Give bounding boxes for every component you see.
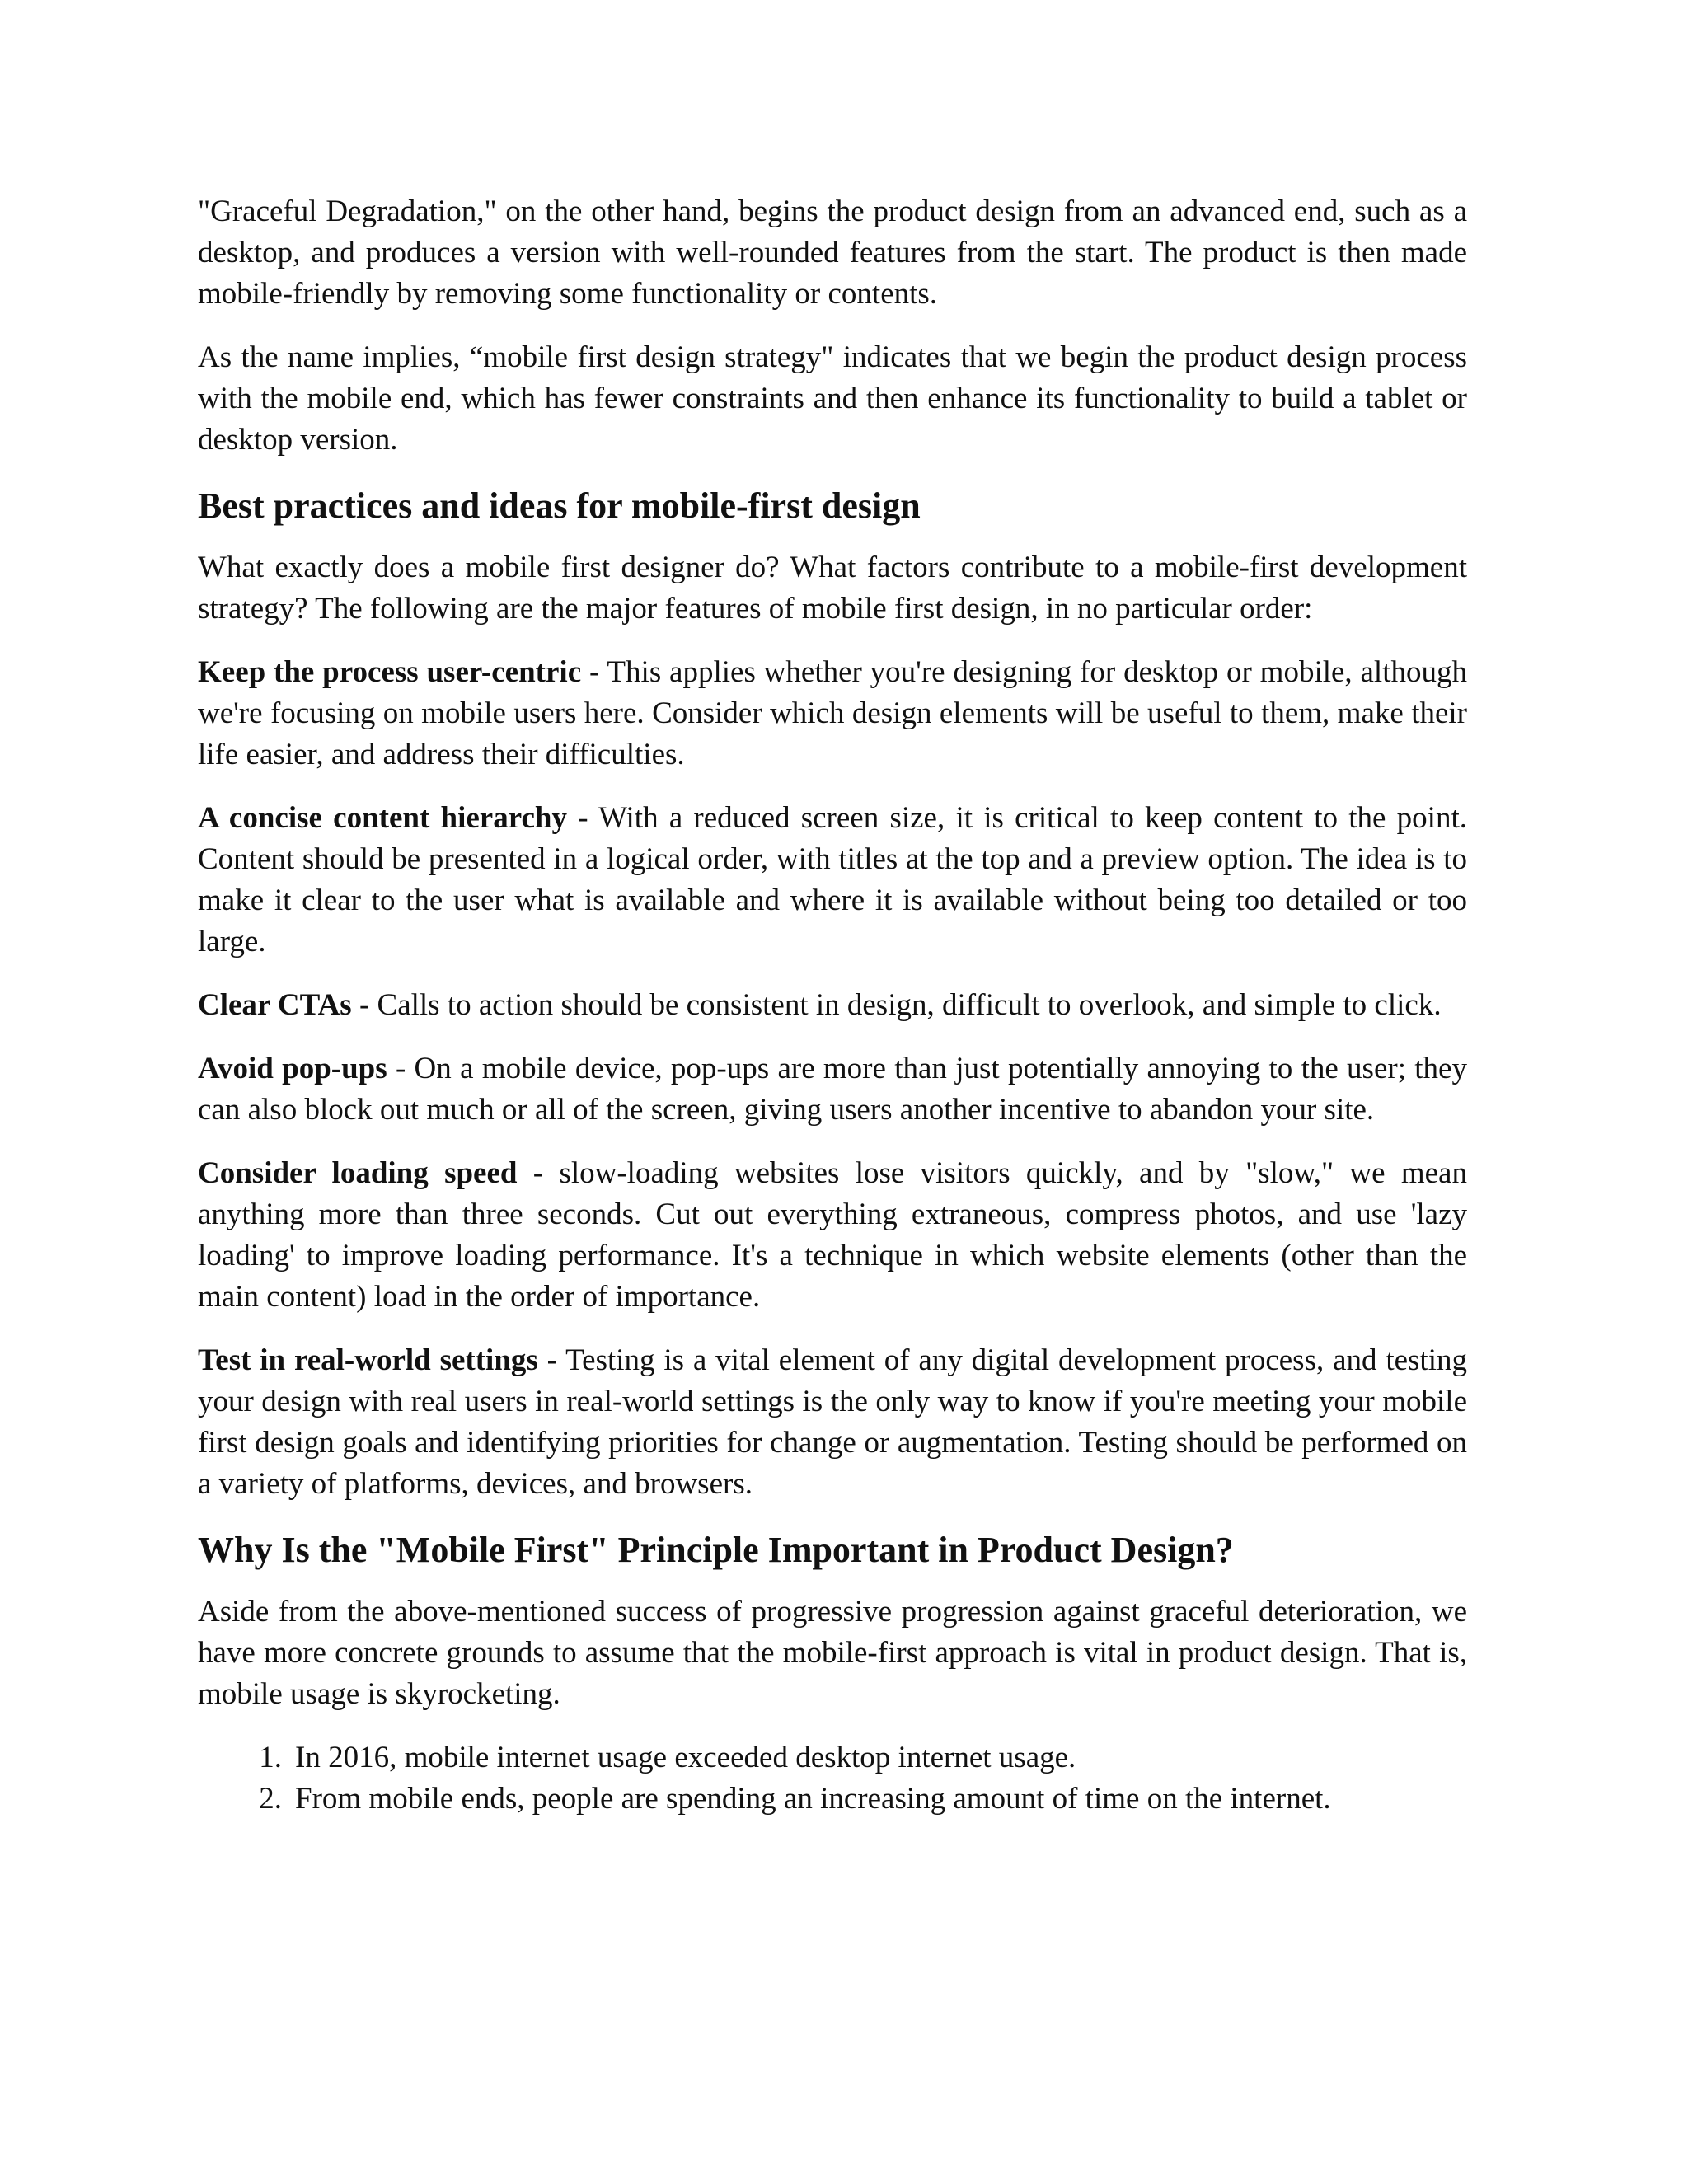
mobile-usage-list bbox=[198, 1737, 1467, 1820]
paragraph-why-mobile-first-intro: Aside from the above-mentioned success of progressive progression against graceful deterioration, we have more concrete grounds to assume that the mobile-first approach is vital in product design. That is, mobile usage is skyrocketing. bbox=[198, 1595, 1467, 1711]
practice-text: - Calls to action should be consistent in design, difficult to overlook, and simple to click. bbox=[351, 988, 1442, 1022]
practice-term: A concise content hierarchy bbox=[198, 801, 567, 835]
document-page bbox=[198, 191, 1467, 1820]
practice-text: - This applies whether you're designing for desktop or mobile, although we're focusing on mobile users here. Consider which design elements will be useful to them, make their life easier, and address their difficulties. bbox=[198, 655, 1467, 771]
section-heading-why-mobile-first: Why Is the "Mobile First" Principle Important in Product Design? bbox=[198, 1530, 1234, 1570]
paragraph-graceful-degradation: "Graceful Degradation," on the other hand, begins the product design from an advanced end, such as a desktop, and produces a version with well-rounded features from the start. The product is then made mobile-friendly by removing some functionality or contents. bbox=[198, 194, 1467, 311]
practice-real-world-testing bbox=[198, 1340, 1467, 1505]
practice-loading-speed bbox=[198, 1153, 1467, 1318]
section-heading-best-practices: Best practices and ideas for mobile-first design bbox=[198, 485, 921, 526]
practice-avoid-popups bbox=[198, 1048, 1467, 1131]
list-item bbox=[198, 1779, 1467, 1820]
practice-term: Test in real-world settings bbox=[198, 1343, 538, 1377]
list-item bbox=[198, 1737, 1467, 1779]
practice-text: - With a reduced screen size, it is critical to keep content to the point. Content should be presented in a logical order, with titles at the top and a preview option. The idea is to make it clear to the user what is available and where it is available without being too detailed or too large. bbox=[198, 801, 1467, 958]
list-number: 2. bbox=[259, 1782, 282, 1816]
practice-text: - Testing is a vital element of any digital development process, and testing your design with real users in real-world settings is the only way to know if you're meeting your mobile first design goals and identifying priorities for change or augmentation. Testing should be performed on a variety of platforms, devices, and browsers. bbox=[198, 1343, 1467, 1501]
practice-clear-ctas bbox=[198, 985, 1467, 1026]
practice-term: Avoid pop-ups bbox=[198, 1052, 387, 1085]
list-number: 1. bbox=[259, 1741, 282, 1774]
paragraph-mobile-first-strategy: As the name implies, “mobile first design strategy" indicates that we begin the product design process with the mobile end, which has fewer constraints and then enhance its functionality to build a tablet or desktop version. bbox=[198, 340, 1467, 457]
list-text: From mobile ends, people are spending an increasing amount of time on the internet. bbox=[295, 1782, 1331, 1816]
practice-term: Consider loading speed bbox=[198, 1156, 518, 1190]
paragraph-best-practices-intro: What exactly does a mobile first designer do? What factors contribute to a mobile-first development strategy? The following are the major features of mobile first design, in no particular order: bbox=[198, 551, 1467, 626]
practice-term: Keep the process user-centric bbox=[198, 655, 582, 689]
practice-content-hierarchy bbox=[198, 798, 1467, 963]
list-text: In 2016, mobile internet usage exceeded desktop internet usage. bbox=[295, 1741, 1076, 1774]
practice-text: - On a mobile device, pop-ups are more than just potentially annoying to the user; they can also block out much or all of the screen, giving users another incentive to abandon your site. bbox=[198, 1052, 1467, 1127]
practice-term: Clear CTAs bbox=[198, 988, 352, 1022]
practice-user-centric bbox=[198, 652, 1467, 776]
practice-text: - slow-loading websites lose visitors quickly, and by "slow," we mean anything more than three seconds. Cut out everything extraneous, compress photos, and use 'lazy loading' to improve loading performance. It's a technique in which website elements (other than the main content) load in the order of importance. bbox=[198, 1156, 1467, 1314]
